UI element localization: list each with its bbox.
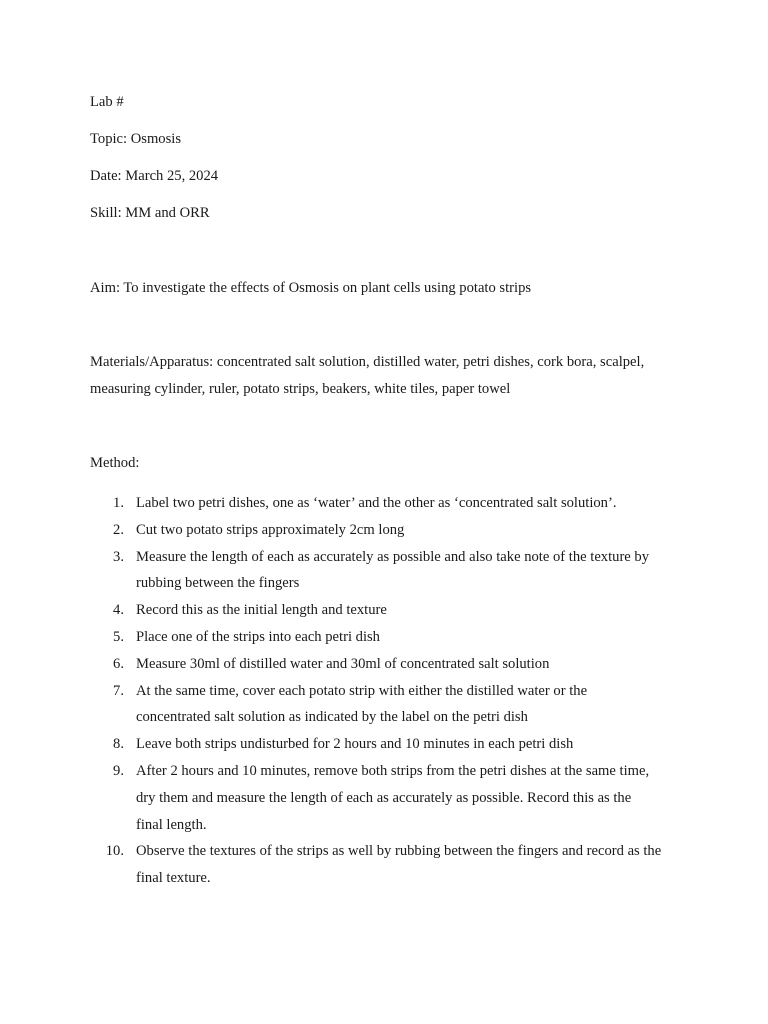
method-step <box>90 731 690 758</box>
step-number: 9. <box>113 762 124 779</box>
method-step <box>90 678 690 732</box>
materials-line-1: Materials/Apparatus: concentrated salt solution, distilled water, petri dishes, cork bora, scalpel, <box>90 354 645 370</box>
step-text-line: After 2 hours and 10 minutes, remove both strips from the petri dishes at the same time, <box>136 762 650 779</box>
method-step <box>90 517 690 544</box>
step-text-line: final texture. <box>136 870 211 887</box>
method-heading: Method: <box>90 455 140 471</box>
method-step <box>90 838 690 892</box>
step-number: 6. <box>113 655 124 672</box>
step-text-line: Measure 30ml of distilled water and 30ml of concentrated salt solution <box>136 655 550 672</box>
method-step <box>90 544 690 598</box>
aim-statement: Aim: To investigate the effects of Osmosis on plant cells using potato strips <box>90 280 532 296</box>
date-line: Date: March 25, 2024 <box>90 168 219 184</box>
lab-number-line: Lab # <box>90 94 124 110</box>
step-number: 10. <box>105 843 124 860</box>
materials-line-2: measuring cylinder, ruler, potato strips, beakers, white tiles, paper towel <box>90 381 511 397</box>
step-number: 8. <box>113 736 124 753</box>
step-number: 1. <box>113 495 124 511</box>
step-text-line: Label two petri dishes, one as ‘water’ and the other as ‘concentrated salt solution’. <box>136 495 617 511</box>
step-text-line: concentrated salt solution as indicated by the label on the petri dish <box>136 709 528 726</box>
method-step <box>90 758 690 838</box>
step-text-line: Record this as the initial length and texture <box>136 602 387 619</box>
method-steps-list <box>90 490 690 892</box>
step-text-line: At the same time, cover each potato strip with either the distilled water or the <box>136 682 588 699</box>
method-step <box>90 624 690 651</box>
topic-line: Topic: Osmosis <box>90 131 182 147</box>
step-text-line: Observe the textures of the strips as well by rubbing between the fingers and record as the <box>136 843 662 860</box>
step-text-line: dry them and measure the length of each as accurately as possible. Record this as the <box>136 789 632 806</box>
step-number: 4. <box>113 602 124 619</box>
method-step <box>90 597 690 624</box>
step-text-line: final length. <box>136 816 207 833</box>
step-number: 7. <box>113 682 124 699</box>
method-step <box>90 490 690 517</box>
step-number: 2. <box>113 521 124 538</box>
step-text-line: Place one of the strips into each petri dish <box>136 628 380 645</box>
step-text-line: Leave both strips undisturbed for 2 hours and 10 minutes in each petri dish <box>136 736 574 753</box>
step-text-line: Measure the length of each as accurately as possible and also take note of the texture by <box>136 548 650 565</box>
step-number: 5. <box>113 628 124 645</box>
step-number: 3. <box>113 548 124 565</box>
method-step <box>90 651 690 678</box>
step-text-line: rubbing between the fingers <box>136 575 300 592</box>
step-text-line: Cut two potato strips approximately 2cm long <box>136 521 405 538</box>
skill-line: Skill: MM and ORR <box>90 205 210 221</box>
